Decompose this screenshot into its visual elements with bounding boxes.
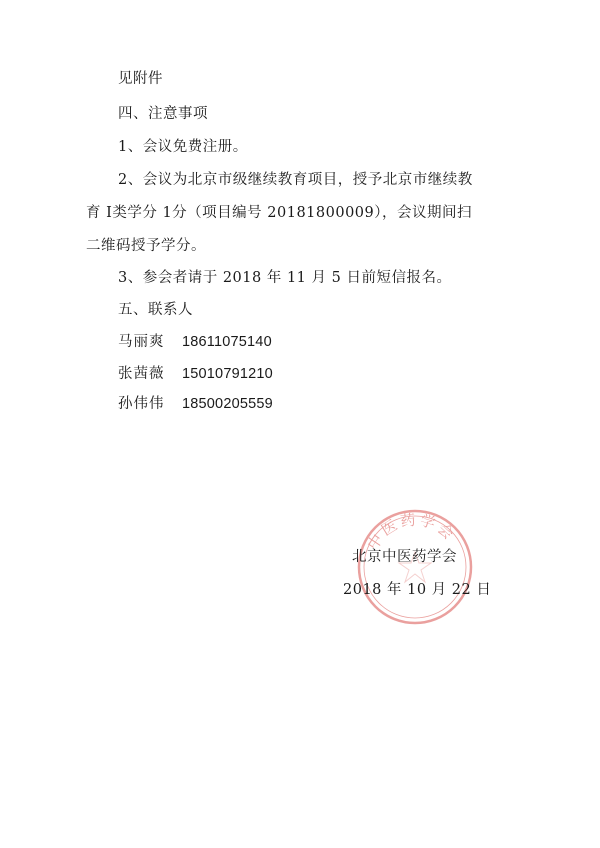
official-seal-stamp [356,508,474,626]
contact-phone: 18611075140 [182,334,272,350]
contact-row [118,364,273,384]
contact-row [118,332,272,352]
section-heading-contacts: 五、联系人 [118,302,193,318]
note-item-2-line1: 2、会议为北京市级继续教育项目，授予北京市继续教 [118,172,473,188]
contact-row [118,394,273,414]
note-item-2-line2: 育 I类学分 1分（项目编号 20181800009），会议期间扫 [86,205,473,221]
contact-phone: 15010791210 [182,366,273,382]
note-item-2-line3: 二维码授予学分。 [86,238,206,254]
contact-name: 马丽爽 [118,334,165,350]
note-item-1: 1、会议免费注册。 [118,139,248,155]
issuer-organization: 北京中医药学会 [352,549,457,565]
svg-text:中医药学会: 中医药学会 [363,510,460,554]
section-heading-notes: 四、注意事项 [118,106,208,122]
note-item-3: 3、参会者请于 2018 年 11 月 5 日前短信报名。 [118,270,452,286]
contact-name: 张茜薇 [118,366,165,382]
attachment-note: 见附件 [118,71,163,87]
contact-phone: 18500205559 [182,396,273,412]
issue-date: 2018 年 10 月 22 日 [343,582,492,598]
contact-name: 孙伟伟 [118,396,165,412]
